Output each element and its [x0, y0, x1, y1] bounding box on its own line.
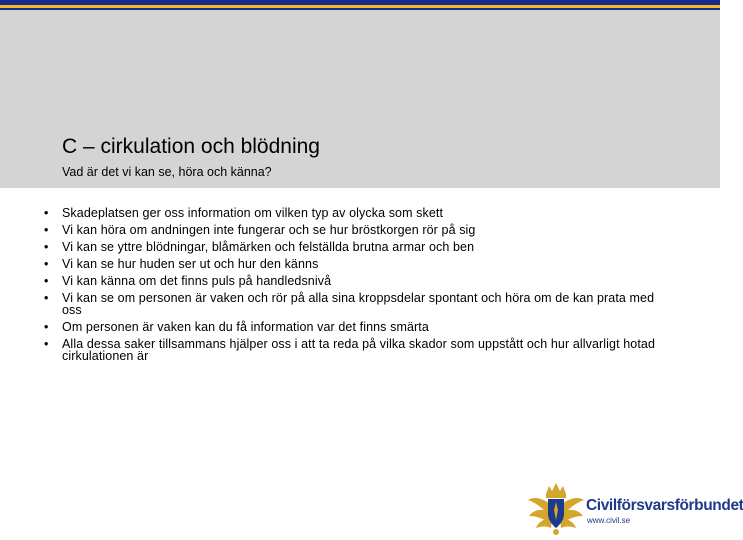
bullet-dot: • [44, 291, 49, 305]
bullet-item [44, 319, 674, 336]
bullet-text: Vi kan se yttre blödningar, blåmärken och felställda brutna armar och ben [62, 240, 475, 254]
bullet-item [44, 222, 674, 239]
slide-title: C – cirkulation och blödning [62, 135, 320, 158]
bullet-dot: • [44, 223, 49, 237]
bullet-text: Om personen är vaken kan du få information var det finns smärta [62, 320, 429, 334]
bullet-dot: • [44, 320, 49, 334]
bullet-list [44, 205, 674, 365]
header-band [0, 10, 720, 188]
bullet-item [44, 290, 674, 319]
bullet-item [44, 205, 674, 222]
bullet-dot: • [44, 240, 49, 254]
logo-url: www.civil.se [587, 516, 631, 525]
bullet-text: Skadeplatsen ger oss information om vilken typ av olycka som skett [62, 206, 444, 220]
bullet-item [44, 256, 674, 273]
bullet-dot: • [44, 257, 49, 271]
bullet-text: Vi kan se hur huden ser ut och hur den känns [62, 257, 319, 271]
bullet-dot: • [44, 337, 49, 351]
slide-subtitle: Vad är det vi kan se, höra och känna? [62, 165, 272, 179]
bullet-item [44, 273, 674, 290]
logo-name: Civilförsvarsförbundet [586, 497, 743, 514]
bullet-text: Vi kan höra om andningen inte fungerar och se hur bröstkorgen rör på sig [62, 223, 476, 237]
bullet-dot: • [44, 206, 49, 220]
bullet-item [44, 239, 674, 256]
bullet-text: Alla dessa saker tillsammans hjälper oss i att ta reda på vilka skador som uppstått och hur allvarligt hotad cirkulationen är [62, 337, 656, 363]
bullet-item [44, 336, 674, 365]
bullet-text: Vi kan känna om det finns puls på handledsnivå [62, 274, 332, 288]
bullet-text: Vi kan se om personen är vaken och rör på alla sina kroppsdelar spontant och höra om de kan prata med oss [62, 291, 655, 317]
bullet-dot: • [44, 274, 49, 288]
